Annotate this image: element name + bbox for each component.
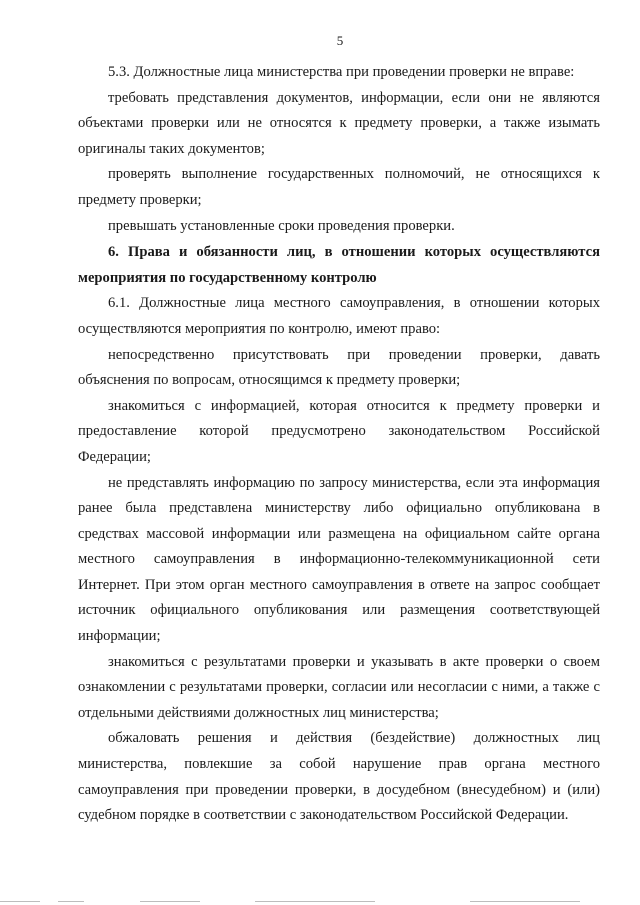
- paragraph-right-information: знакомиться с информацией, которая относится к предмету проверки и предоставление которой предусмотрено законодательством Российской Федерации;: [78, 397, 600, 465]
- paragraph-right-results: знакомиться с результатами проверки и указывать в акте проверки о своем ознакомлении с результатами проверки, согласии или несогласии с ними, а также с отдельными действиями должностных лиц министерства;: [78, 653, 600, 721]
- paragraph-6-1: 6.1. Должностные лица местного самоуправления, в отношении которых осуществляются мероприятия по контролю, имеют право:: [78, 295, 600, 337]
- scan-artifact-line: [58, 901, 84, 902]
- page-number: 5: [336, 33, 344, 48]
- paragraph-right-appeal: обжаловать решения и действия (бездействие) должностных лиц министерства, повлекшие за собой нарушение прав органа местного самоуправления при проведении проверки, в досудебном (внесудебном) и (или) судебном порядке в соответствии с законодательством Российской Федерации.: [78, 730, 600, 824]
- paragraph-prohibition-documents: требовать представления документов, информации, если они не являются объектами проверки или не относятся к предмету проверки, а также изымать оригиналы таких документов;: [78, 89, 600, 157]
- scan-artifact-line: [140, 901, 200, 902]
- paragraph-5-3: 5.3. Должностные лица министерства при проведении проверки не вправе:: [108, 64, 575, 80]
- paragraph-prohibition-deadlines: превышать установленные сроки проведения проверки.: [108, 217, 455, 234]
- section-6-heading: 6. Права и обязанности лиц, в отношении которых осуществляются мероприятия по государственному контролю: [78, 244, 600, 286]
- paragraph-right-attend: непосредственно присутствовать при проведении проверки, давать объяснения по вопросам, относящимся к предмету проверки;: [78, 346, 600, 389]
- scan-artifact-line: [0, 901, 40, 902]
- document-body: [78, 60, 600, 829]
- paragraph-prohibition-powers: проверять выполнение государственных полномочий, не относящихся к предмету проверки;: [78, 166, 600, 208]
- scan-artifact-line: [470, 901, 580, 902]
- scan-artifact-line: [255, 901, 375, 902]
- paragraph-right-not-provide: не представлять информацию по запросу министерства, если эта информация ранее была представлена министерству либо официально опубликована в средствах массовой информации или размещена на официальном сайте органа местного самоуправления в информационно-телекоммуникационной сети Интернет. При этом орган местного самоуправления в ответе на запрос сообщает источник официального опубликования или размещения соответствующей информации;: [78, 474, 600, 645]
